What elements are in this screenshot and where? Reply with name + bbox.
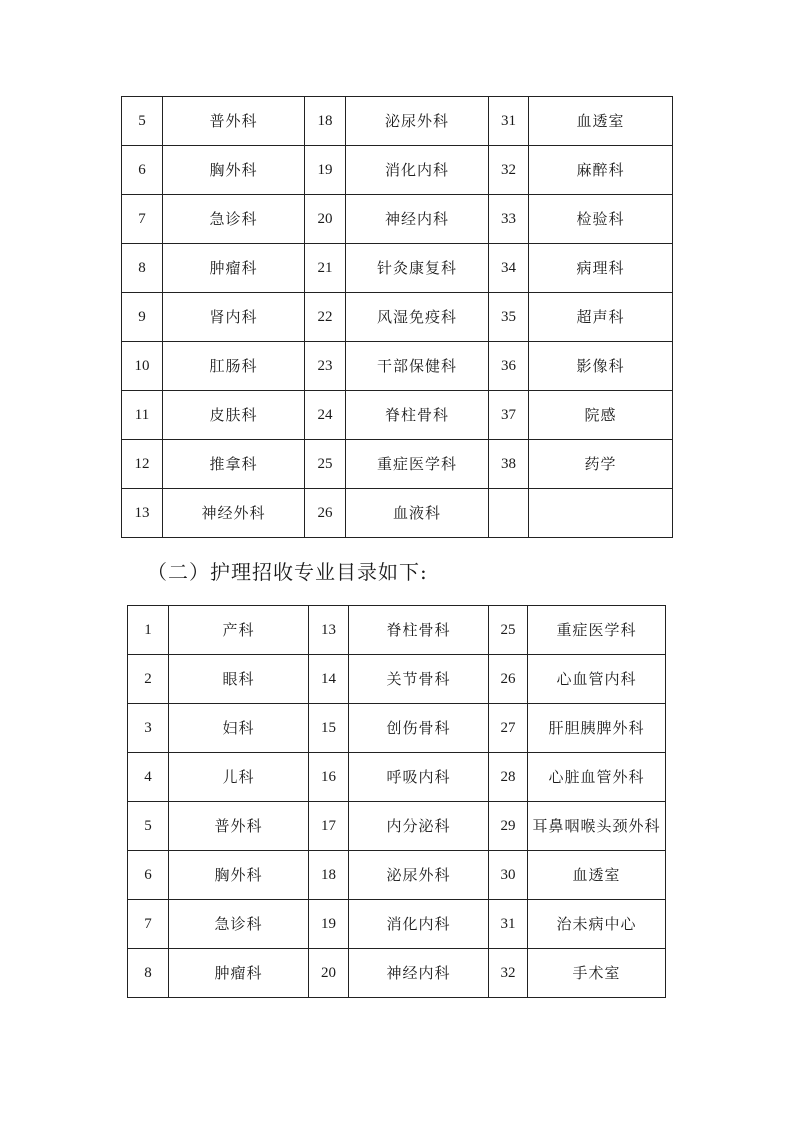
table-row	[128, 802, 666, 851]
row-number-cell	[489, 489, 529, 538]
row-number-cell: 28	[489, 753, 528, 802]
department-name-cell: 推拿科	[163, 440, 305, 489]
department-name-cell: 创伤骨科	[349, 704, 489, 753]
table-row	[128, 949, 666, 998]
row-number-cell: 30	[489, 851, 528, 900]
row-number-cell: 22	[305, 293, 346, 342]
row-number-cell: 8	[128, 949, 169, 998]
department-name-cell: 泌尿外科	[346, 97, 489, 146]
department-name-cell: 超声科	[529, 293, 673, 342]
department-name-cell: 内分泌科	[349, 802, 489, 851]
department-name-cell: 产科	[169, 606, 309, 655]
department-name-cell: 肿瘤科	[163, 244, 305, 293]
department-name-cell: 血透室	[528, 851, 666, 900]
department-name-cell: 院感	[529, 391, 673, 440]
row-number-cell: 5	[122, 97, 163, 146]
department-name-cell: 普外科	[169, 802, 309, 851]
specialty-table-1-body	[122, 97, 673, 538]
department-name-cell: 心脏血管外科	[528, 753, 666, 802]
row-number-cell: 27	[489, 704, 528, 753]
department-name-cell: 儿科	[169, 753, 309, 802]
row-number-cell: 10	[122, 342, 163, 391]
table-row	[122, 342, 673, 391]
department-name-cell: 神经内科	[349, 949, 489, 998]
table-row	[122, 391, 673, 440]
row-number-cell: 20	[309, 949, 349, 998]
row-number-cell: 12	[122, 440, 163, 489]
table-row	[128, 753, 666, 802]
row-number-cell: 34	[489, 244, 529, 293]
row-number-cell: 7	[122, 195, 163, 244]
department-name-cell: 皮肤科	[163, 391, 305, 440]
row-number-cell: 5	[128, 802, 169, 851]
department-name-cell: 心血管内科	[528, 655, 666, 704]
row-number-cell: 37	[489, 391, 529, 440]
row-number-cell: 26	[305, 489, 346, 538]
row-number-cell: 38	[489, 440, 529, 489]
row-number-cell: 25	[305, 440, 346, 489]
row-number-cell: 8	[122, 244, 163, 293]
department-name-cell: 风湿免疫科	[346, 293, 489, 342]
table-row	[122, 293, 673, 342]
row-number-cell: 36	[489, 342, 529, 391]
row-number-cell: 19	[305, 146, 346, 195]
specialty-table-1	[121, 96, 673, 538]
department-name-cell: 重症医学科	[346, 440, 489, 489]
row-number-cell: 23	[305, 342, 346, 391]
row-number-cell: 13	[309, 606, 349, 655]
department-name-cell: 关节骨科	[349, 655, 489, 704]
row-number-cell: 16	[309, 753, 349, 802]
department-name-cell: 肾内科	[163, 293, 305, 342]
row-number-cell: 4	[128, 753, 169, 802]
row-number-cell: 3	[128, 704, 169, 753]
table-row	[122, 195, 673, 244]
department-name-cell: 肛肠科	[163, 342, 305, 391]
row-number-cell: 31	[489, 97, 529, 146]
department-name-cell: 干部保健科	[346, 342, 489, 391]
row-number-cell: 33	[489, 195, 529, 244]
table-row	[128, 900, 666, 949]
department-name-cell: 肿瘤科	[169, 949, 309, 998]
row-number-cell: 18	[305, 97, 346, 146]
nursing-specialty-table	[127, 605, 666, 998]
row-number-cell: 6	[122, 146, 163, 195]
department-name-cell: 肝胆胰脾外科	[528, 704, 666, 753]
table-row	[128, 655, 666, 704]
department-name-cell: 消化内科	[349, 900, 489, 949]
table-row	[128, 606, 666, 655]
department-name-cell: 药学	[529, 440, 673, 489]
department-name-cell: 影像科	[529, 342, 673, 391]
row-number-cell: 17	[309, 802, 349, 851]
department-name-cell: 麻醉科	[529, 146, 673, 195]
table-row	[128, 851, 666, 900]
department-name-cell: 呼吸内科	[349, 753, 489, 802]
department-name-cell: 胸外科	[163, 146, 305, 195]
department-name-cell: 脊柱骨科	[349, 606, 489, 655]
department-name-cell: 胸外科	[169, 851, 309, 900]
row-number-cell: 18	[309, 851, 349, 900]
row-number-cell: 6	[128, 851, 169, 900]
department-name-cell: 急诊科	[169, 900, 309, 949]
department-name-cell: 手术室	[528, 949, 666, 998]
row-number-cell: 1	[128, 606, 169, 655]
row-number-cell: 15	[309, 704, 349, 753]
table-row	[122, 146, 673, 195]
row-number-cell: 7	[128, 900, 169, 949]
department-name-cell: 神经外科	[163, 489, 305, 538]
row-number-cell: 35	[489, 293, 529, 342]
row-number-cell: 25	[489, 606, 528, 655]
department-name-cell: 血透室	[529, 97, 673, 146]
row-number-cell: 11	[122, 391, 163, 440]
table-row	[122, 244, 673, 293]
row-number-cell: 26	[489, 655, 528, 704]
row-number-cell: 29	[489, 802, 528, 851]
table-row	[128, 704, 666, 753]
department-name-cell: 检验科	[529, 195, 673, 244]
row-number-cell: 14	[309, 655, 349, 704]
table-row	[122, 97, 673, 146]
department-name-cell: 针灸康复科	[346, 244, 489, 293]
department-name-cell: 耳鼻咽喉头颈外科	[528, 802, 666, 851]
table-row	[122, 489, 673, 538]
table-row	[122, 440, 673, 489]
department-name-cell: 治未病中心	[528, 900, 666, 949]
nursing-specialty-table-body	[128, 606, 666, 998]
department-name-cell: 重症医学科	[528, 606, 666, 655]
row-number-cell: 20	[305, 195, 346, 244]
department-name-cell: 普外科	[163, 97, 305, 146]
row-number-cell: 21	[305, 244, 346, 293]
row-number-cell: 32	[489, 146, 529, 195]
department-name-cell: 妇科	[169, 704, 309, 753]
department-name-cell: 眼科	[169, 655, 309, 704]
section-heading: （二）护理招收专业目录如下:	[147, 560, 428, 584]
row-number-cell: 31	[489, 900, 528, 949]
department-name-cell: 急诊科	[163, 195, 305, 244]
row-number-cell: 32	[489, 949, 528, 998]
row-number-cell: 9	[122, 293, 163, 342]
department-name-cell: 血液科	[346, 489, 489, 538]
row-number-cell: 2	[128, 655, 169, 704]
row-number-cell: 13	[122, 489, 163, 538]
department-name-cell: 脊柱骨科	[346, 391, 489, 440]
department-name-cell: 泌尿外科	[349, 851, 489, 900]
department-name-cell: 消化内科	[346, 146, 489, 195]
row-number-cell: 24	[305, 391, 346, 440]
department-name-cell: 病理科	[529, 244, 673, 293]
department-name-cell: 神经内科	[346, 195, 489, 244]
department-name-cell	[529, 489, 673, 538]
row-number-cell: 19	[309, 900, 349, 949]
